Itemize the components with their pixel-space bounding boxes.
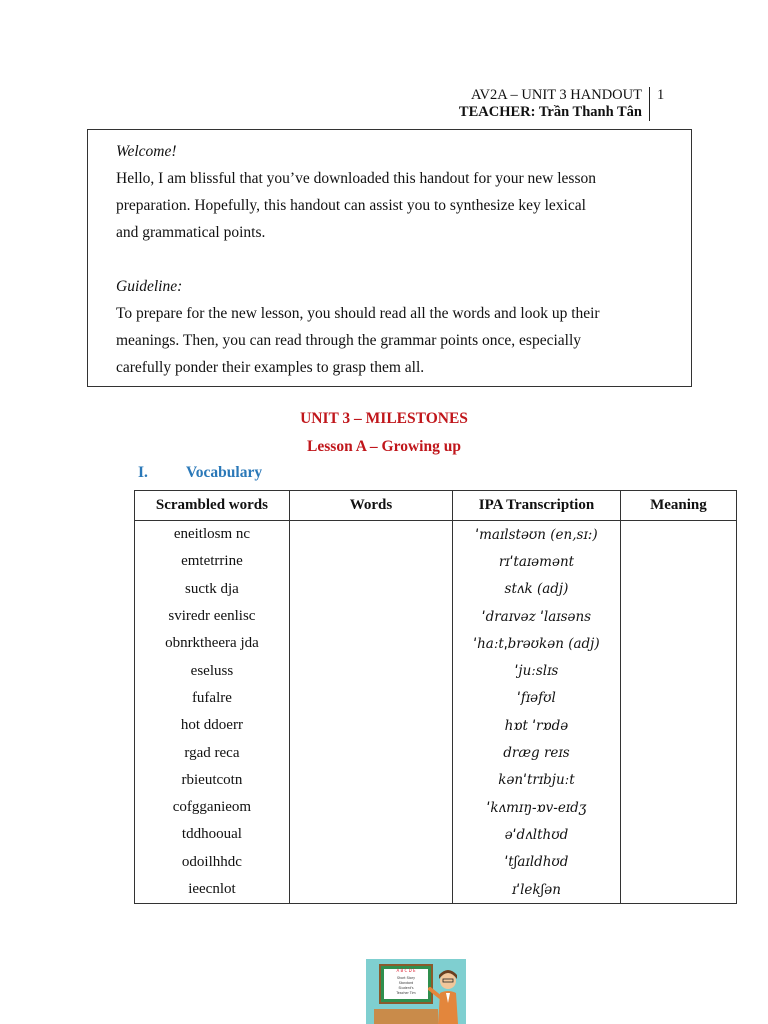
table-row bbox=[135, 767, 737, 794]
ipa-cell: dræg reɪs bbox=[453, 739, 621, 766]
scrambled-word-cell: odoilhhdc bbox=[135, 849, 290, 876]
ipa-cell: ɪˈlekʃən bbox=[453, 876, 621, 904]
meaning-cell bbox=[620, 603, 736, 630]
ipa-cell: ˈtʃaɪldhʊd bbox=[453, 849, 621, 876]
guideline-line: meanings. Then, you can read through the grammar points once, especially bbox=[116, 332, 581, 349]
ipa-cell: hɒt ˈrɒdə bbox=[453, 712, 621, 739]
meaning-cell bbox=[620, 712, 736, 739]
word-cell bbox=[289, 849, 452, 876]
table-row bbox=[135, 630, 737, 657]
meaning-cell bbox=[620, 630, 736, 657]
scrambled-word-cell: rbieutcotn bbox=[135, 767, 290, 794]
word-cell bbox=[289, 603, 452, 630]
word-cell bbox=[289, 630, 452, 657]
ipa-cell: stʌk (adj) bbox=[453, 576, 621, 603]
ipa-cell: ˈkʌmɪŋ-ɒv-eɪdʒ bbox=[453, 794, 621, 821]
table-row bbox=[135, 685, 737, 712]
table-row bbox=[135, 876, 737, 904]
meaning-cell bbox=[620, 849, 736, 876]
table-row bbox=[135, 603, 737, 630]
scrambled-word-cell: eseluss bbox=[135, 657, 290, 684]
table-header-row bbox=[135, 491, 737, 521]
page-number: 1 bbox=[657, 87, 665, 103]
board-line: Student's bbox=[398, 986, 414, 990]
guideline-line: carefully ponder their examples to grasp them all. bbox=[116, 359, 425, 376]
guideline-label: Guideline: bbox=[116, 278, 183, 295]
table-row bbox=[135, 739, 737, 766]
word-cell bbox=[289, 685, 452, 712]
ipa-cell: ˈmaɪlstəʊn (en,sɪ:) bbox=[453, 521, 621, 549]
board-line: Standard bbox=[398, 981, 414, 985]
ipa-cell: ˈfɪəfʊl bbox=[453, 685, 621, 712]
vocabulary-table bbox=[134, 490, 737, 904]
meaning-cell bbox=[620, 657, 736, 684]
column-header: Words bbox=[289, 491, 452, 521]
ipa-cell: ˈdraɪvəz ˈlaɪsəns bbox=[453, 603, 621, 630]
header-teacher: TEACHER: Trần Thanh Tân bbox=[458, 104, 642, 120]
scrambled-word-cell: cofgganieom bbox=[135, 794, 290, 821]
word-cell bbox=[289, 712, 452, 739]
table-row bbox=[135, 521, 737, 549]
section-heading bbox=[138, 464, 262, 482]
teacher-illustration bbox=[366, 959, 466, 1024]
table-row bbox=[135, 576, 737, 603]
scrambled-word-cell: eneitlosm nc bbox=[135, 521, 290, 549]
word-cell bbox=[289, 821, 452, 848]
scrambled-word-cell: emtetrrine bbox=[135, 548, 290, 575]
ipa-cell: rɪˈtaɪəmənt bbox=[453, 548, 621, 575]
word-cell bbox=[289, 657, 452, 684]
column-header: IPA Transcription bbox=[453, 491, 621, 521]
meaning-cell bbox=[620, 739, 736, 766]
welcome-line: Hello, I am blissful that you’ve downloaded this handout for your new lesson bbox=[116, 170, 596, 187]
column-header: Scrambled words bbox=[135, 491, 290, 521]
word-cell bbox=[289, 548, 452, 575]
table-row bbox=[135, 548, 737, 575]
board-header: A B C D E bbox=[396, 968, 416, 973]
scrambled-word-cell: hot ddoerr bbox=[135, 712, 290, 739]
teacher-at-whiteboard-icon bbox=[366, 959, 466, 1024]
welcome-line: and grammatical points. bbox=[116, 224, 266, 241]
word-cell bbox=[289, 739, 452, 766]
board-line: Teacher Tim bbox=[396, 991, 416, 995]
word-cell bbox=[289, 767, 452, 794]
scrambled-word-cell: tddhooual bbox=[135, 821, 290, 848]
ipa-cell: əˈdʌlthʊd bbox=[453, 821, 621, 848]
section-number: I. bbox=[138, 464, 148, 481]
column-header: Meaning bbox=[620, 491, 736, 521]
scrambled-word-cell: obnrktheera jda bbox=[135, 630, 290, 657]
word-cell bbox=[289, 521, 452, 549]
welcome-line: preparation. Hopefully, this handout can assist you to synthesize key lexical bbox=[116, 197, 586, 214]
header-title: AV2A – UNIT 3 HANDOUT bbox=[470, 87, 642, 103]
board-line: Short Story bbox=[397, 976, 415, 980]
word-cell bbox=[289, 876, 452, 904]
scrambled-word-cell: sviredr eenlisc bbox=[135, 603, 290, 630]
meaning-cell bbox=[620, 521, 736, 549]
meaning-cell bbox=[620, 794, 736, 821]
word-cell bbox=[289, 576, 452, 603]
word-cell bbox=[289, 794, 452, 821]
meaning-cell bbox=[620, 548, 736, 575]
ipa-cell: ˈhaːtˌbrəʊkən (adj) bbox=[453, 630, 621, 657]
scrambled-word-cell: rgad reca bbox=[135, 739, 290, 766]
intro-box bbox=[87, 129, 692, 387]
meaning-cell bbox=[620, 876, 736, 904]
scrambled-word-cell: fufalre bbox=[135, 685, 290, 712]
unit-title: UNIT 3 – MILESTONES bbox=[300, 410, 468, 427]
meaning-cell bbox=[620, 767, 736, 794]
guideline-line: To prepare for the new lesson, you should read all the words and look up their bbox=[116, 305, 600, 322]
table-row bbox=[135, 849, 737, 876]
table-row bbox=[135, 712, 737, 739]
meaning-cell bbox=[620, 576, 736, 603]
ipa-cell: ˈjuːslɪs bbox=[453, 657, 621, 684]
table-row bbox=[135, 657, 737, 684]
meaning-cell bbox=[620, 685, 736, 712]
document-header bbox=[459, 87, 650, 121]
meaning-cell bbox=[620, 821, 736, 848]
scrambled-word-cell: suctk dja bbox=[135, 576, 290, 603]
lesson-title: Lesson A – Growing up bbox=[307, 438, 461, 455]
scrambled-word-cell: ieecnlot bbox=[135, 876, 290, 904]
welcome-label: Welcome! bbox=[116, 143, 177, 160]
table-row bbox=[135, 821, 737, 848]
section-title: Vocabulary bbox=[186, 464, 263, 481]
table-row bbox=[135, 794, 737, 821]
ipa-cell: kənˈtrɪbjuːt bbox=[453, 767, 621, 794]
